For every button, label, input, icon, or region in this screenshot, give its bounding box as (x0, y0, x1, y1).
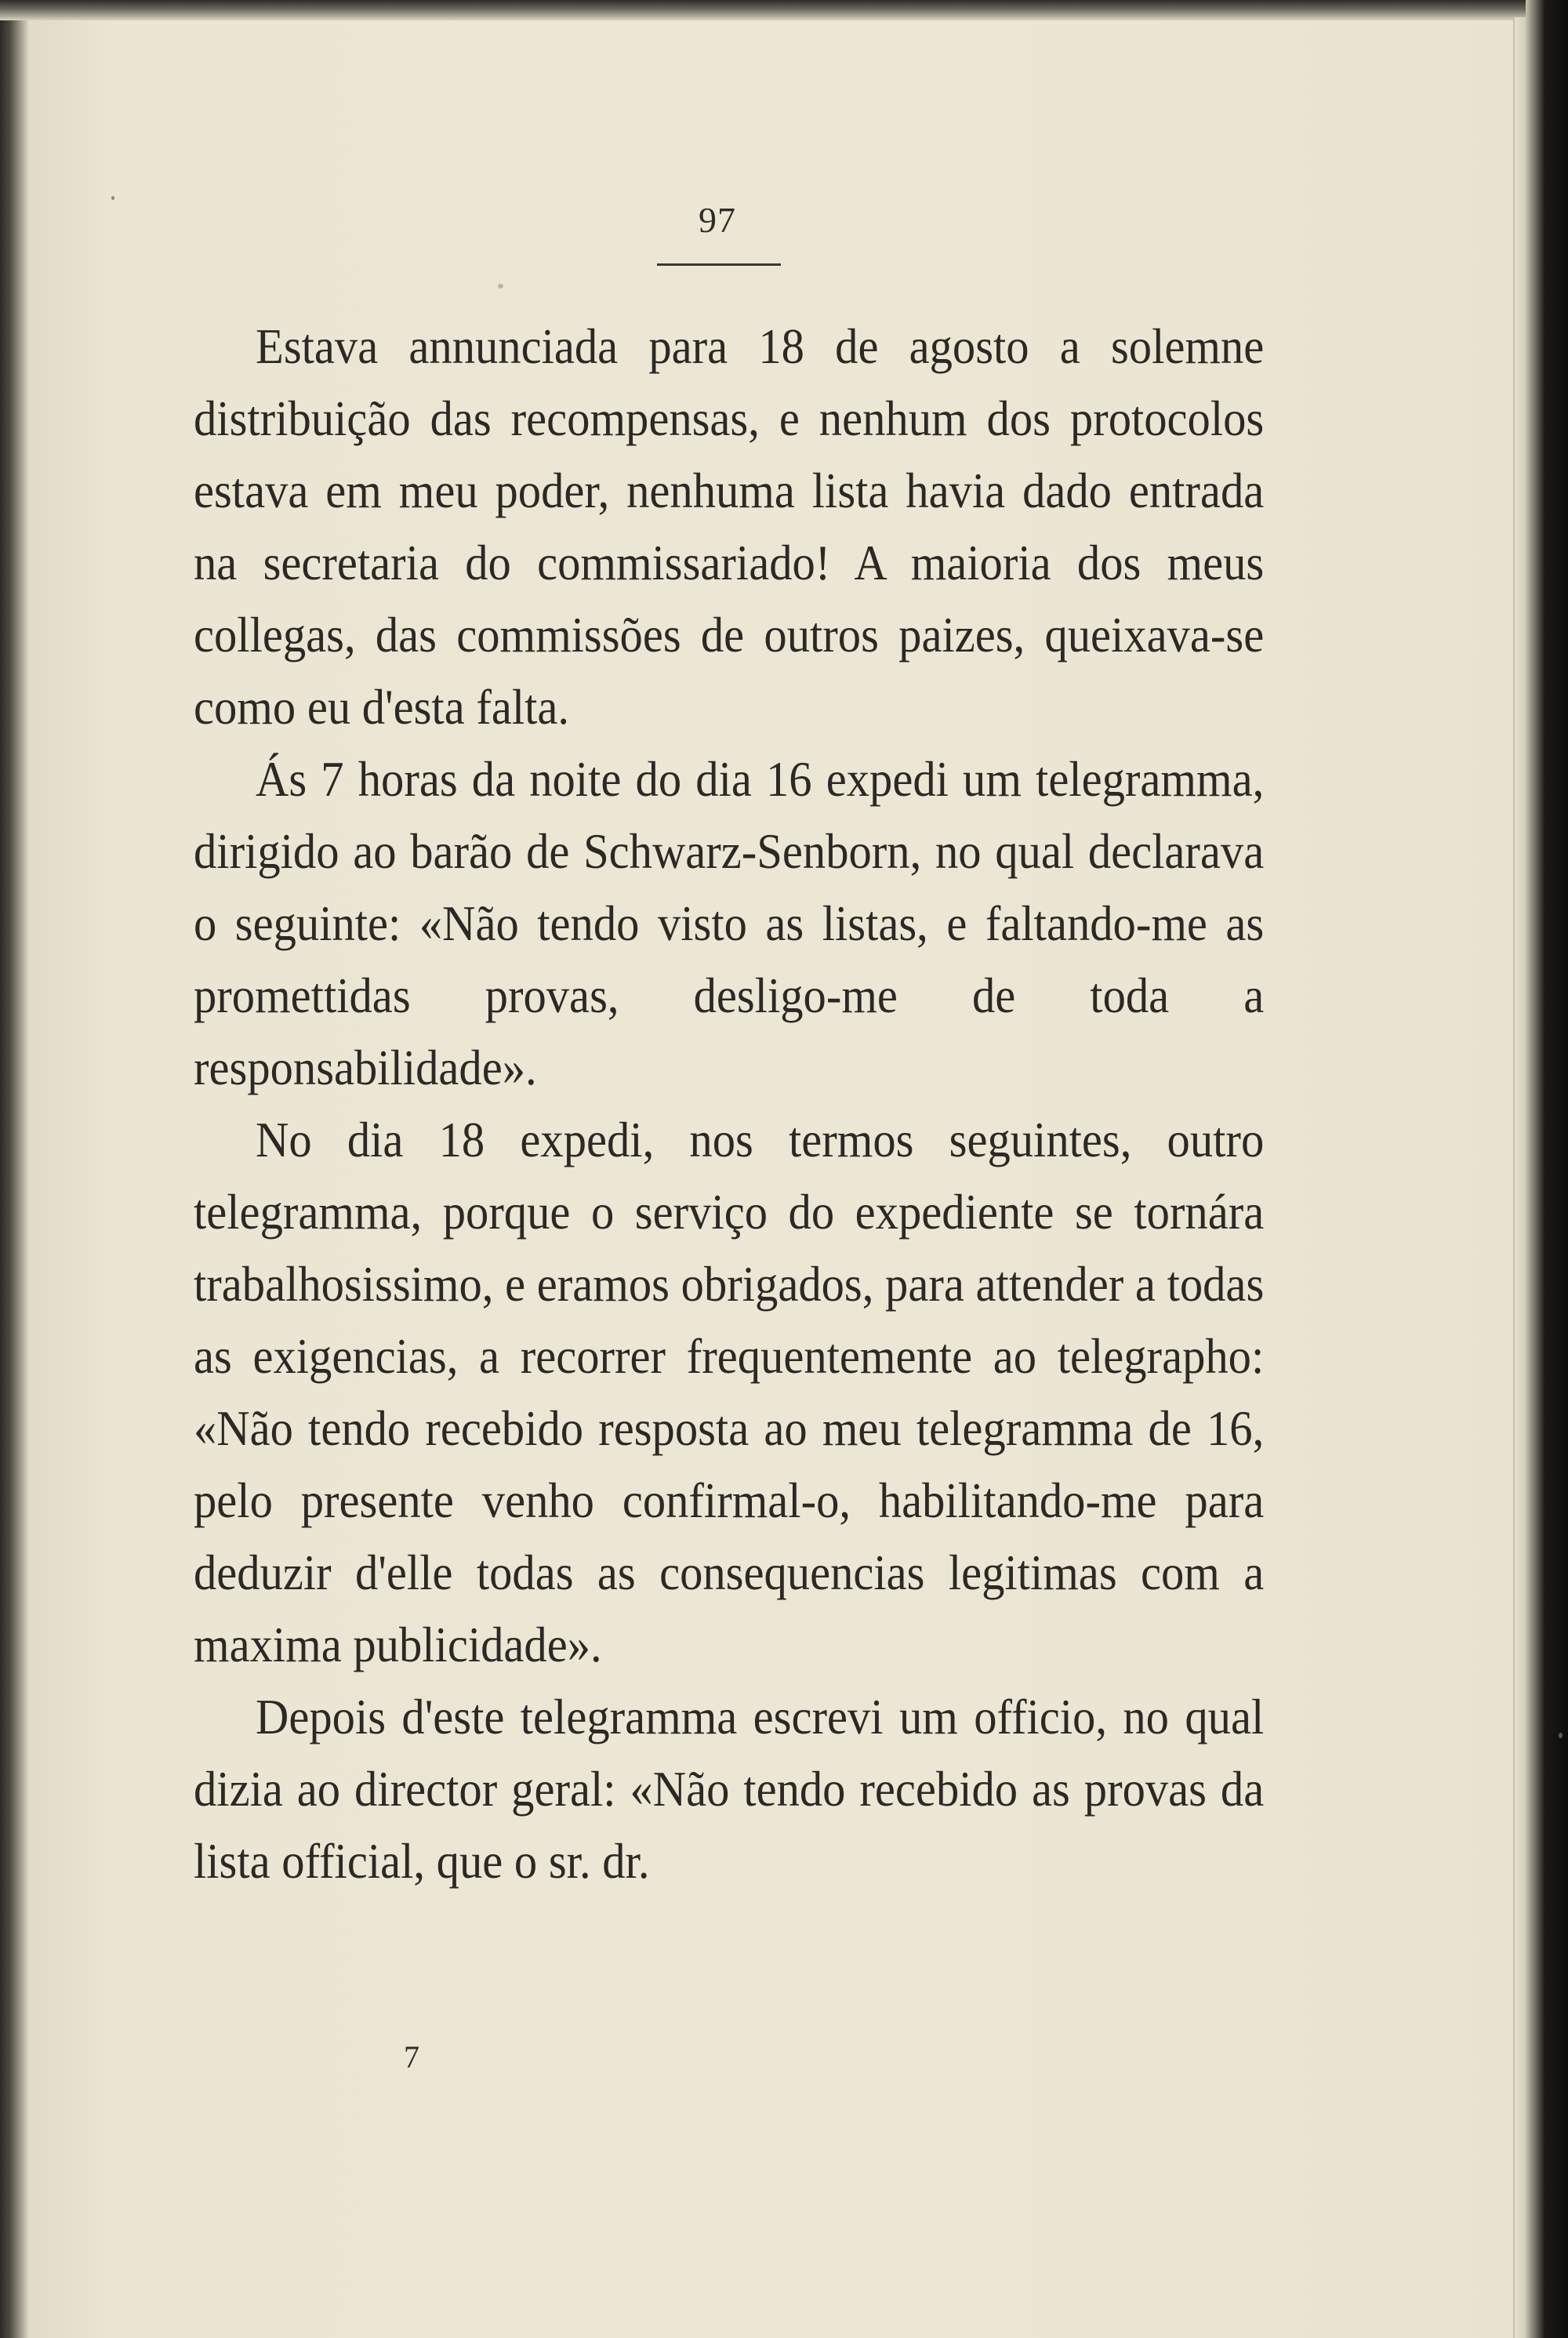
page-number-rule (657, 263, 781, 266)
binding-edge-left (0, 0, 28, 2338)
paragraph: Depois d'este telegramma escrevi um officio, no qual dizia ao director geral: «Não tendo recebido as provas da lista official, que o sr. dr. (194, 1690, 1265, 1889)
paragraph: No dia 18 expedi, nos termos seguintes, outro telegramma, porque o serviço do expediente se tornára trabalhosissimo, e eramos obrigados, para attender a todas as exigencias, a recorrer frequentemente ao telegrapho: «Não tendo recebido resposta ao meu telegramma de 16, pelo presente venho confirmal-o, habilitando-me para deduzir d'elle todas as consequencias legitimas com a maxima publicidade». (194, 1113, 1265, 1672)
paragraph: Estava annunciada para 18 de agosto a solemne distribuição das recompensas, e nenhum dos protocolos estava em meu poder, nenhuma lista havia dado entrada na secretaria do commissariado! A maioria dos meus collegas, das commissões de outros paizes, queixava-se como eu d'esta falta. (194, 319, 1265, 735)
scan-background-right (1526, 0, 1568, 2338)
signature-mark: 7 (404, 2039, 419, 2075)
paper-speck (498, 284, 503, 289)
page-edge-right (1513, 17, 1526, 2338)
body-text (194, 310, 1264, 1897)
page-number: 97 (699, 200, 736, 240)
scan-top-edge (0, 0, 1568, 20)
paper-speck (1559, 1733, 1563, 1738)
paragraph: Ás 7 horas da noite do dia 16 expedi um telegramma, dirigido ao barão de Schwarz-Senborn, no qual declarava o seguinte: «Não tendo visto as listas, e faltando-me as promettidas provas, desligo-me de toda a responsabilidade». (194, 752, 1265, 1095)
paper-speck (111, 196, 114, 200)
